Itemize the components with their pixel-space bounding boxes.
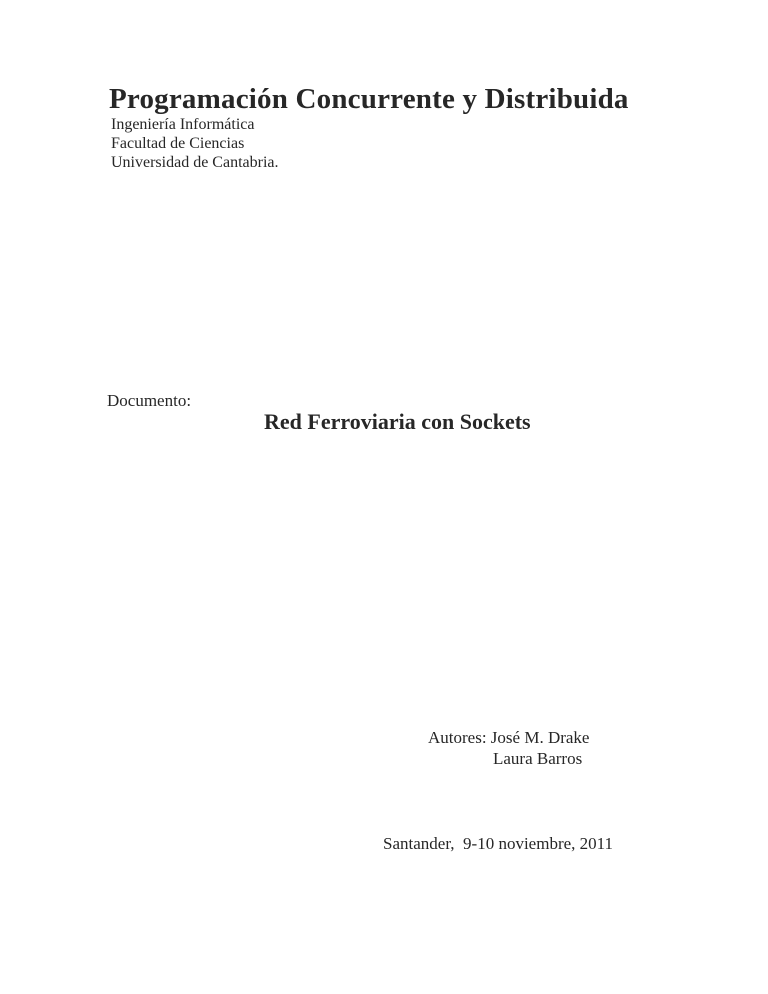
author-line-1: Autores: José M. Drake (428, 728, 590, 747)
course-title: Programación Concurrente y Distribuida (109, 83, 629, 115)
place-date-line: Santander, 9-10 noviembre, 2011 (383, 834, 614, 853)
institution-line-university: Universidad de Cantabria. (111, 154, 279, 171)
document-title: Red Ferroviaria con Sockets (264, 409, 531, 434)
institution-block (111, 115, 279, 172)
author-line-2: Laura Barros (493, 749, 583, 768)
document-label: Documento: (107, 391, 192, 410)
institution-line-faculty: Facultad de Ciencias (111, 135, 245, 152)
institution-line-degree: Ingeniería Informática (111, 116, 255, 133)
